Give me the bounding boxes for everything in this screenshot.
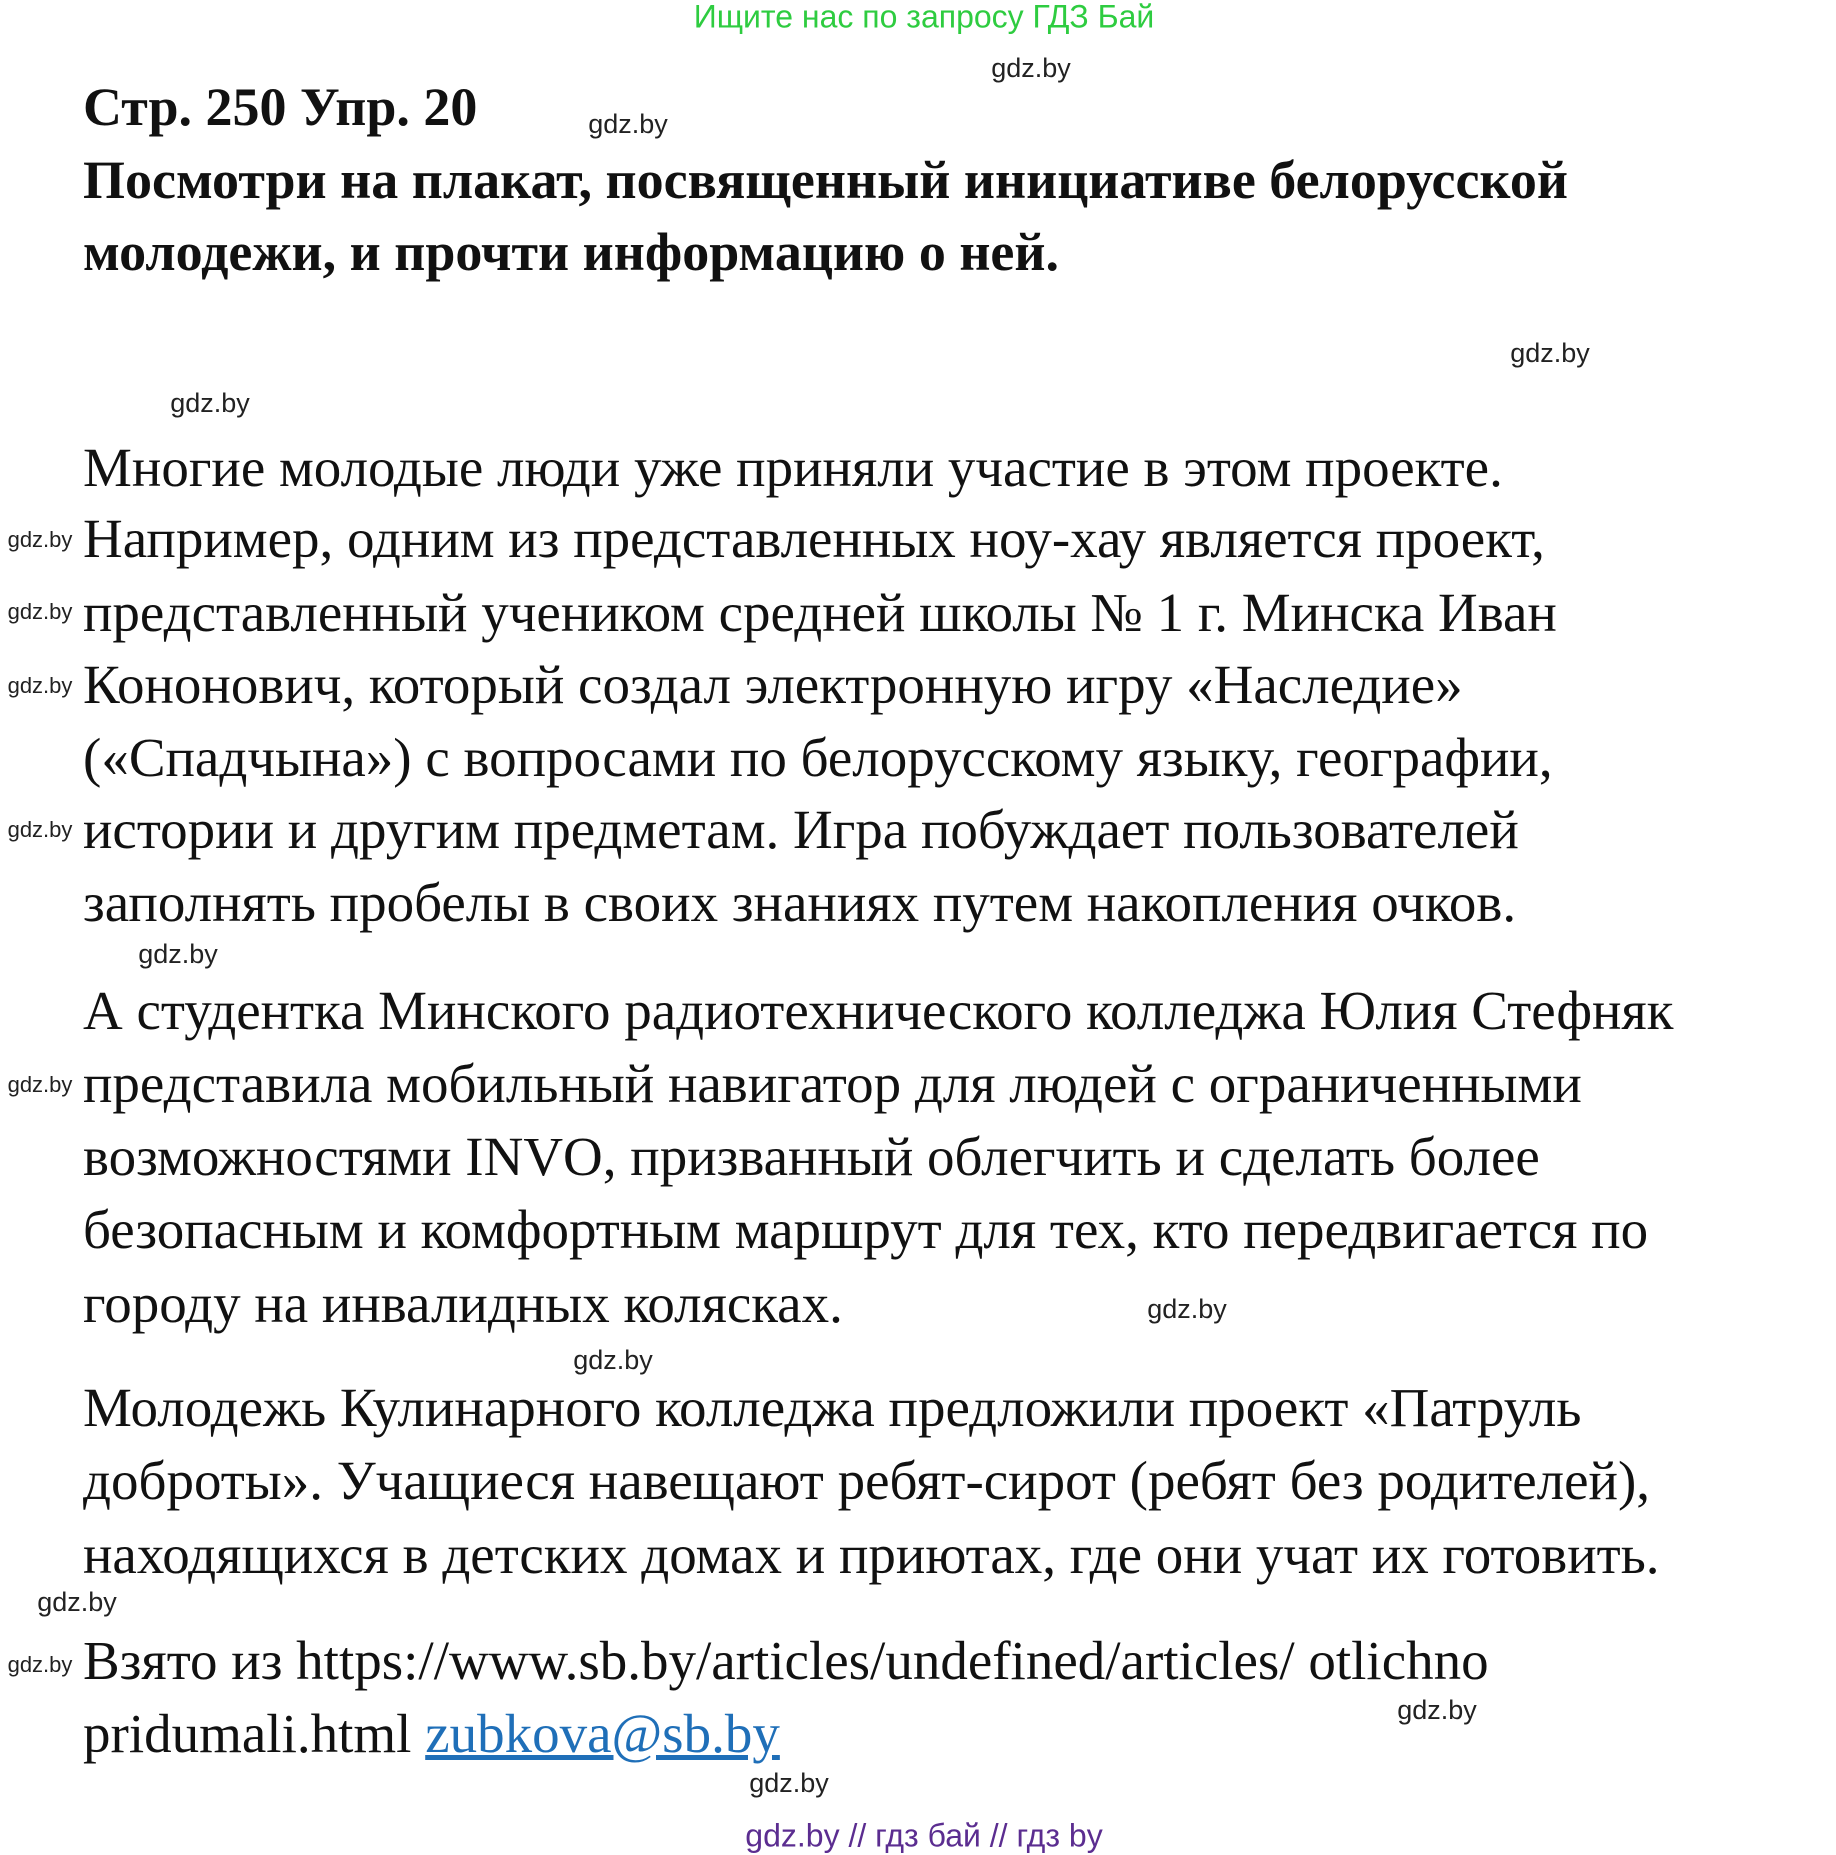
watermark: gdz.by [573,1345,653,1375]
text-line: Например, одним из представленных ноу-хау является проект, [83,508,1545,569]
watermark: gdz.by [138,939,218,969]
watermark: gdz.by [1510,338,1590,368]
watermark: gdz.by [7,527,73,552]
watermark: gdz.by [37,1587,117,1617]
text-line: Многие молодые люди уже приняли участие в этом проекте. [83,437,1503,498]
email-link[interactable]: zubkova@sb.by [425,1703,780,1764]
watermark: gdz.by [7,1072,73,1097]
text-line: истории и другим предметам. Игра побуждает пользователей [83,799,1519,860]
watermark: gdz.by [991,53,1071,83]
source-line: Взято из https://www.sb.by/articles/undefined/articles/ otlichno [83,1630,1489,1691]
text-line: («Спадчына») с вопросами по белорусскому языку, географии, [83,727,1553,788]
source-line [83,1702,780,1766]
search-banner: Ищите нас по запросу ГДЗ Бай [693,0,1155,35]
text-line: Кононович, который создал электронную игру «Наследие» [83,654,1463,715]
task-line: Посмотри на плакат, посвященный инициативе белорусской [83,150,1568,210]
text-line: возможностями INVO, призванный облегчить и сделать более [83,1126,1540,1187]
watermark: gdz.by [1147,1294,1227,1324]
task-line: молодежи, и прочти информацию о ней. [83,222,1060,282]
text-line: Молодежь Кулинарного колледжа предложили проект «Патруль [83,1377,1582,1438]
text-line: представила мобильный навигатор для людей с ограниченными [83,1053,1582,1114]
watermark: gdz.by [588,109,668,139]
watermark: gdz.by [7,673,73,698]
text-line: безопасным и комфортным маршрут для тех, кто передвигается по [83,1199,1649,1260]
watermark: gdz.by [7,599,73,624]
watermark: gdz.by [7,1652,73,1677]
text-line: находящихся в детских домах и приютах, где они учат их готовить. [83,1524,1660,1585]
watermark: gdz.by [1397,1695,1477,1725]
text-line: А студентка Минского радиотехнического колледжа Юлия Стефняк [83,980,1674,1041]
watermark: gdz.by [7,817,73,842]
watermark: gdz.by [170,388,250,418]
text-line: представленный учеником средней школы № 1 г. Минска Иван [83,582,1557,643]
footer-links: gdz.by // гдз бай // гдз by [745,1817,1103,1854]
source-file: pridumali.html [83,1703,426,1764]
text-line: доброты». Учащиеся навещают ребят-сирот (ребят без родителей), [83,1450,1651,1511]
page-title: Стр. 250 Упр. 20 [83,77,478,137]
text-line: городу на инвалидных колясках. [83,1273,843,1334]
watermark: gdz.by [749,1768,829,1798]
text-line: заполнять пробелы в своих знаниях путем накопления очков. [83,872,1517,933]
